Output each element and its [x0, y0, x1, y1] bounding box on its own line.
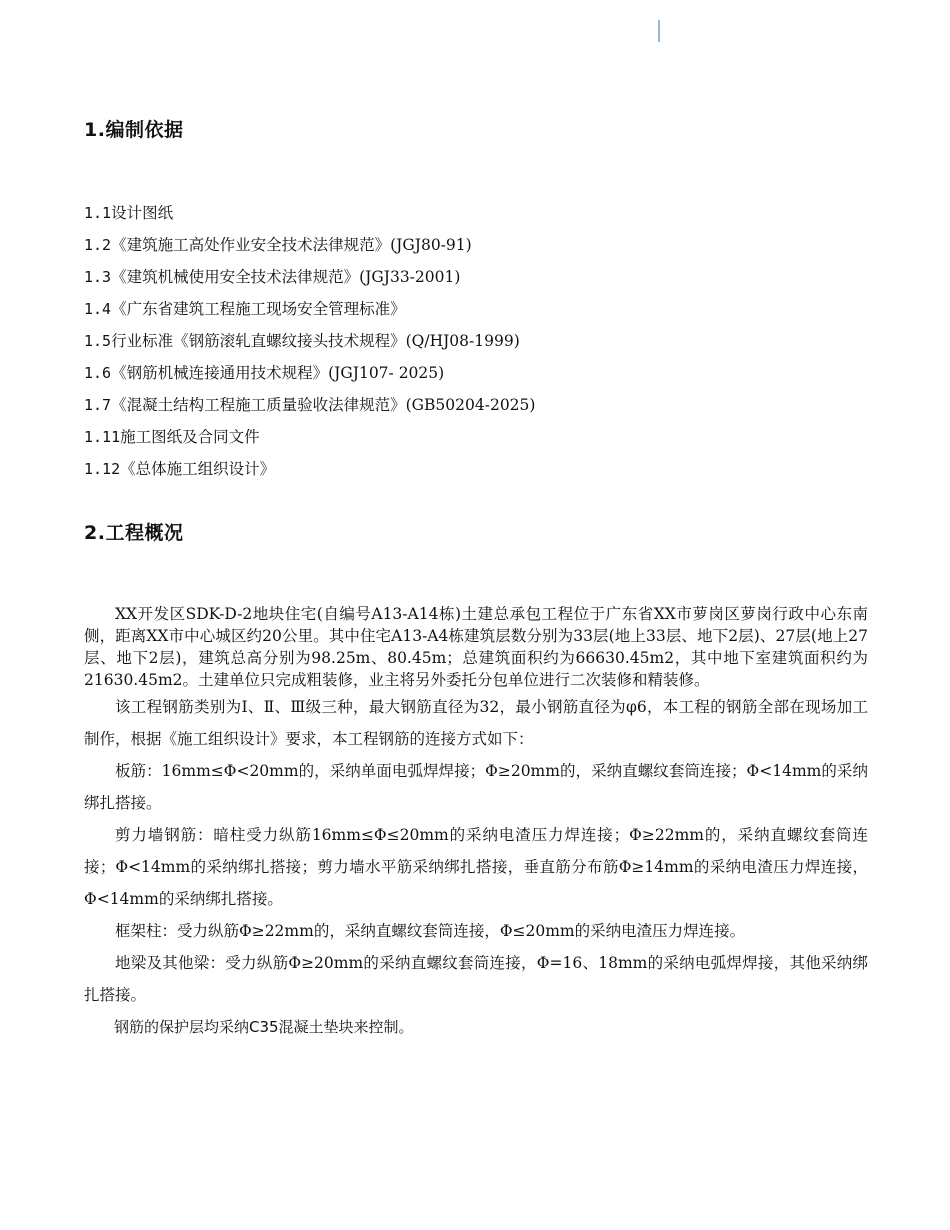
item-text: 《总体施工组织设计》 — [120, 460, 276, 478]
list-item — [84, 329, 874, 361]
item-number: 1.7 — [84, 396, 112, 414]
list-item — [84, 425, 874, 457]
item-text: 施工图纸及合同文件 — [120, 428, 260, 446]
reference-list — [84, 201, 874, 489]
item-number: 1.2 — [84, 236, 112, 254]
list-item — [84, 233, 874, 265]
cover-layer-paragraph: 钢筋的保护层均采纳C35混凝土垫块来控制。 — [114, 1018, 414, 1036]
item-text: 《钢筋机械连接通用技术规程》(JGJ107- 2025) — [111, 364, 445, 382]
item-text: 《建筑施工高处作业安全技术法律规范》(JGJ80-91) — [111, 236, 472, 254]
item-number: 1.6 — [84, 364, 112, 382]
item-text: 行业标准《钢筋滚轧直螺纹接头技术规程》(Q/HJ08-1999) — [111, 332, 520, 350]
list-item — [84, 393, 874, 425]
text-cursor-mark — [658, 20, 660, 42]
list-item — [84, 265, 874, 297]
slab-rebar-paragraph: 板筋：16mm≤Φ<20mm的，采纳单面电弧焊焊接；Φ≥20mm的，采纳直螺纹套筒连接；Φ<14mm的采纳绑扎搭接。 — [84, 762, 868, 812]
rebar-category-paragraph: 该工程钢筋类别为Ⅰ、Ⅱ、Ⅲ级三种，最大钢筋直径为32，最小钢筋直径为φ6，本工程的钢筋全部在现场加工制作，根据《施工组织设计》要求，本工程钢筋的连接方式如下： — [84, 698, 868, 748]
section-heading-basis: 1.编制依据 — [84, 119, 184, 141]
overview-intro-paragraph: XX开发区SDK-D-2地块住宅(自编号A13-A14栋)土建总承包工程位于广东省XX市萝岗区萝岗行政中心东南侧，距离XX市中心城区约20公里。其中住宅A13-A4栋建筑层数分别为33层(地上33层、地下2层)、27层(地上27层、地下2层)，建筑总高分别为98.25m、80.45m；总建筑面积约为66630.45m2，其中地下室建筑面积约为21630.45m2。土建单位只完成粗装修，业主将另外委托分包单位进行二次装修和精装修。 — [84, 605, 868, 689]
frame-column-paragraph: 框架柱：受力纵筋Φ≥22mm的，采纳直螺纹套筒连接，Φ≤20mm的采纳电渣压力焊连接。 — [115, 922, 746, 940]
list-item — [84, 361, 874, 393]
item-text: 设计图纸 — [111, 204, 174, 222]
item-text: 《混凝土结构工程施工质量验收法律规范》(GB50204-2025) — [111, 396, 536, 414]
shear-wall-rebar-paragraph: 剪力墙钢筋：暗柱受力纵筋16mm≤Φ≤20mm的采纳电渣压力焊连接；Φ≥22mm的，采纳直螺纹套筒连接；Φ<14mm的采纳绑扎搭接；剪力墙水平筋采纳绑扎搭接，垂直筋分布筋Φ≥14mm的采纳电渣压力焊连接，Φ<14mm的采纳绑扎搭接。 — [84, 826, 868, 908]
section-heading-overview: 2.工程概况 — [84, 522, 184, 544]
item-number: 1.5 — [84, 332, 112, 350]
item-number: 1.11 — [84, 428, 121, 446]
item-number: 1.12 — [84, 460, 121, 478]
item-number: 1.3 — [84, 268, 112, 286]
item-text: 《广东省建筑工程施工现场安全管理标准》 — [111, 300, 406, 318]
list-item — [84, 297, 874, 329]
ground-beam-paragraph: 地梁及其他梁：受力纵筋Φ≥20mm的采纳直螺纹套筒连接，Φ=16、18mm的采纳电弧焊焊接，其他采纳绑扎搭接。 — [84, 954, 868, 1004]
list-item — [84, 457, 874, 489]
list-item — [84, 201, 874, 233]
item-number: 1.4 — [84, 300, 112, 318]
item-text: 《建筑机械使用安全技术法律规范》(JGJ33-2001) — [111, 268, 461, 286]
item-number: 1.1 — [84, 204, 112, 222]
overview-body — [84, 603, 868, 1043]
